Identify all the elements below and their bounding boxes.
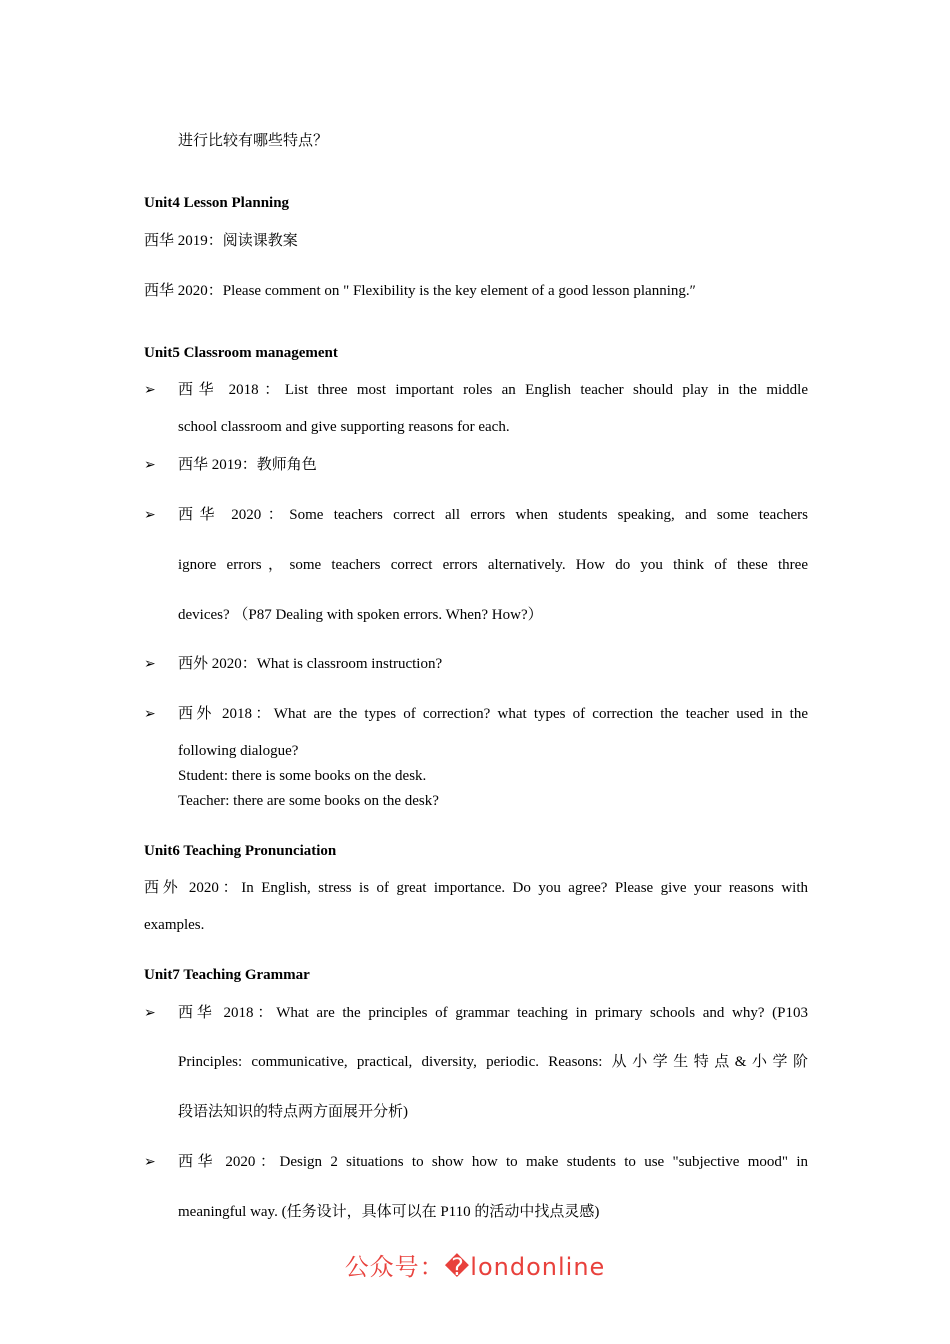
bullet-arrow-icon: ➢ (144, 382, 156, 398)
unit6-heading: Unit6 Teaching Pronunciation (144, 843, 337, 859)
unit5-item1-line1: 西华 2018：List three most important roles an English teacher should play in the middle (178, 382, 808, 398)
unit5-item5-line1: 西外 2018：What are the types of correction? what types of correction the teacher used in the (178, 706, 808, 722)
bullet-arrow-icon: ➢ (144, 1154, 156, 1170)
bullet-arrow-icon: ➢ (144, 706, 156, 722)
unit4-item-1: 西华 2019：阅读课教案 (144, 233, 298, 249)
unit5-item3-line2: ignore errors，some teachers correct errors alternatively. How do you think of these three (178, 557, 808, 573)
unit5-item5-line2: following dialogue? (178, 743, 299, 759)
bullet-arrow-icon: ➢ (144, 457, 156, 473)
unit7-item2-line2: meaningful way. (任务设计，具体可以在 P110 的活动中找点灵感) (178, 1204, 600, 1220)
unit7-item1-line3: 段语法知识的特点两方面展开分析) (178, 1104, 408, 1120)
unit6-line1: 西外 2020：In English, stress is of great importance. Do you agree? Please give your reasons with (144, 880, 808, 896)
unit7-heading: Unit7 Teaching Grammar (144, 967, 310, 983)
unit4-item-2: 西华 2020：Please comment on " Flexibility is the key element of a good lesson planning.″ (144, 283, 696, 299)
unit5-item5-line3: Student: there is some books on the desk. (178, 768, 427, 784)
unit7-item1-line1: 西华 2018：What are the principles of grammar teaching in primary schools and why? (P103 (178, 1005, 808, 1021)
unit5-item2: 西华 2019：教师角色 (178, 457, 317, 473)
unit6-line2: examples. (144, 917, 205, 933)
unit5-heading: Unit5 Classroom management (144, 345, 338, 361)
unit4-heading: Unit4 Lesson Planning (144, 195, 290, 211)
unit7-item2-line1: 西华 2020：Design 2 situations to show how to make students to use "subjective mood" in (178, 1154, 808, 1170)
unit7-item1-line2: Principles: communicative, practical, diversity, periodic. Reasons: 从小学生特点&小学阶 (178, 1054, 808, 1070)
unit5-item1-line2: school classroom and give supporting reasons for each. (178, 419, 510, 435)
unit5-item5-line4: Teacher: there are some books on the desk? (178, 793, 439, 809)
bullet-arrow-icon: ➢ (144, 1005, 156, 1021)
unit5-item3-line3: devices? （P87 Dealing with spoken errors. When? How?） (178, 607, 543, 623)
bullet-arrow-icon: ➢ (144, 656, 156, 672)
unit5-item3-line1: 西华 2020：Some teachers correct all errors when students speaking, and some teachers (178, 507, 808, 523)
unit5-item4: 西外 2020：What is classroom instruction? (178, 656, 443, 672)
watermark-text: 公众号：�londonline (344, 1253, 606, 1281)
bullet-arrow-icon: ➢ (144, 507, 156, 523)
continued-question-line: 进行比较有哪些特点？ (178, 133, 329, 149)
